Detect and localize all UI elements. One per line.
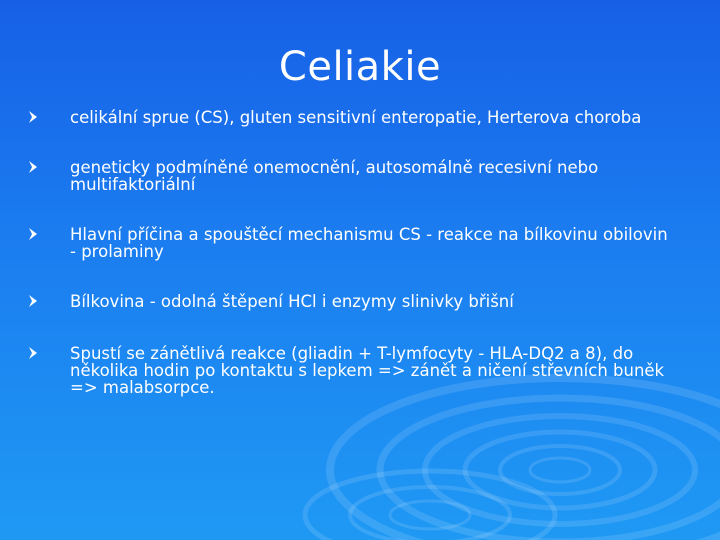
slide-title: Celiakie [278, 44, 442, 90]
arrowhead-bullet-icon [28, 227, 38, 241]
arrowhead-bullet-icon [28, 294, 38, 308]
bullet-item [56, 293, 676, 310]
bullet-text: geneticky podmíněné onemocnění, autosomálně recesivní nebo multifaktoriální [70, 158, 599, 194]
bullet-item [56, 345, 676, 396]
bullet-item [56, 226, 676, 260]
bullet-text: Bílkovina - odolná štěpení HCl i enzymy slinivky břišní [70, 292, 514, 311]
bullet-item [56, 109, 676, 126]
bullet-item [56, 159, 676, 193]
bullet-list [56, 109, 676, 429]
arrowhead-bullet-icon [28, 110, 38, 124]
arrowhead-bullet-icon [28, 160, 38, 174]
bullet-text: Hlavní příčina a spouštěcí mechanismu CS - reakce na bílkovinu obilovin - prolaminy [70, 225, 668, 261]
arrowhead-bullet-icon [28, 346, 38, 360]
bullet-text: Spustí se zánětlivá reakce (gliadin + T-lymfocyty - HLA-DQ2 a 8), do několika hodin po kontaktu s lepkem => zánět a ničení střevních buněk => malabsorpce. [70, 344, 665, 397]
bullet-text: celikální sprue (CS), gluten sensitivní enteropatie, Herterova choroba [70, 108, 642, 127]
